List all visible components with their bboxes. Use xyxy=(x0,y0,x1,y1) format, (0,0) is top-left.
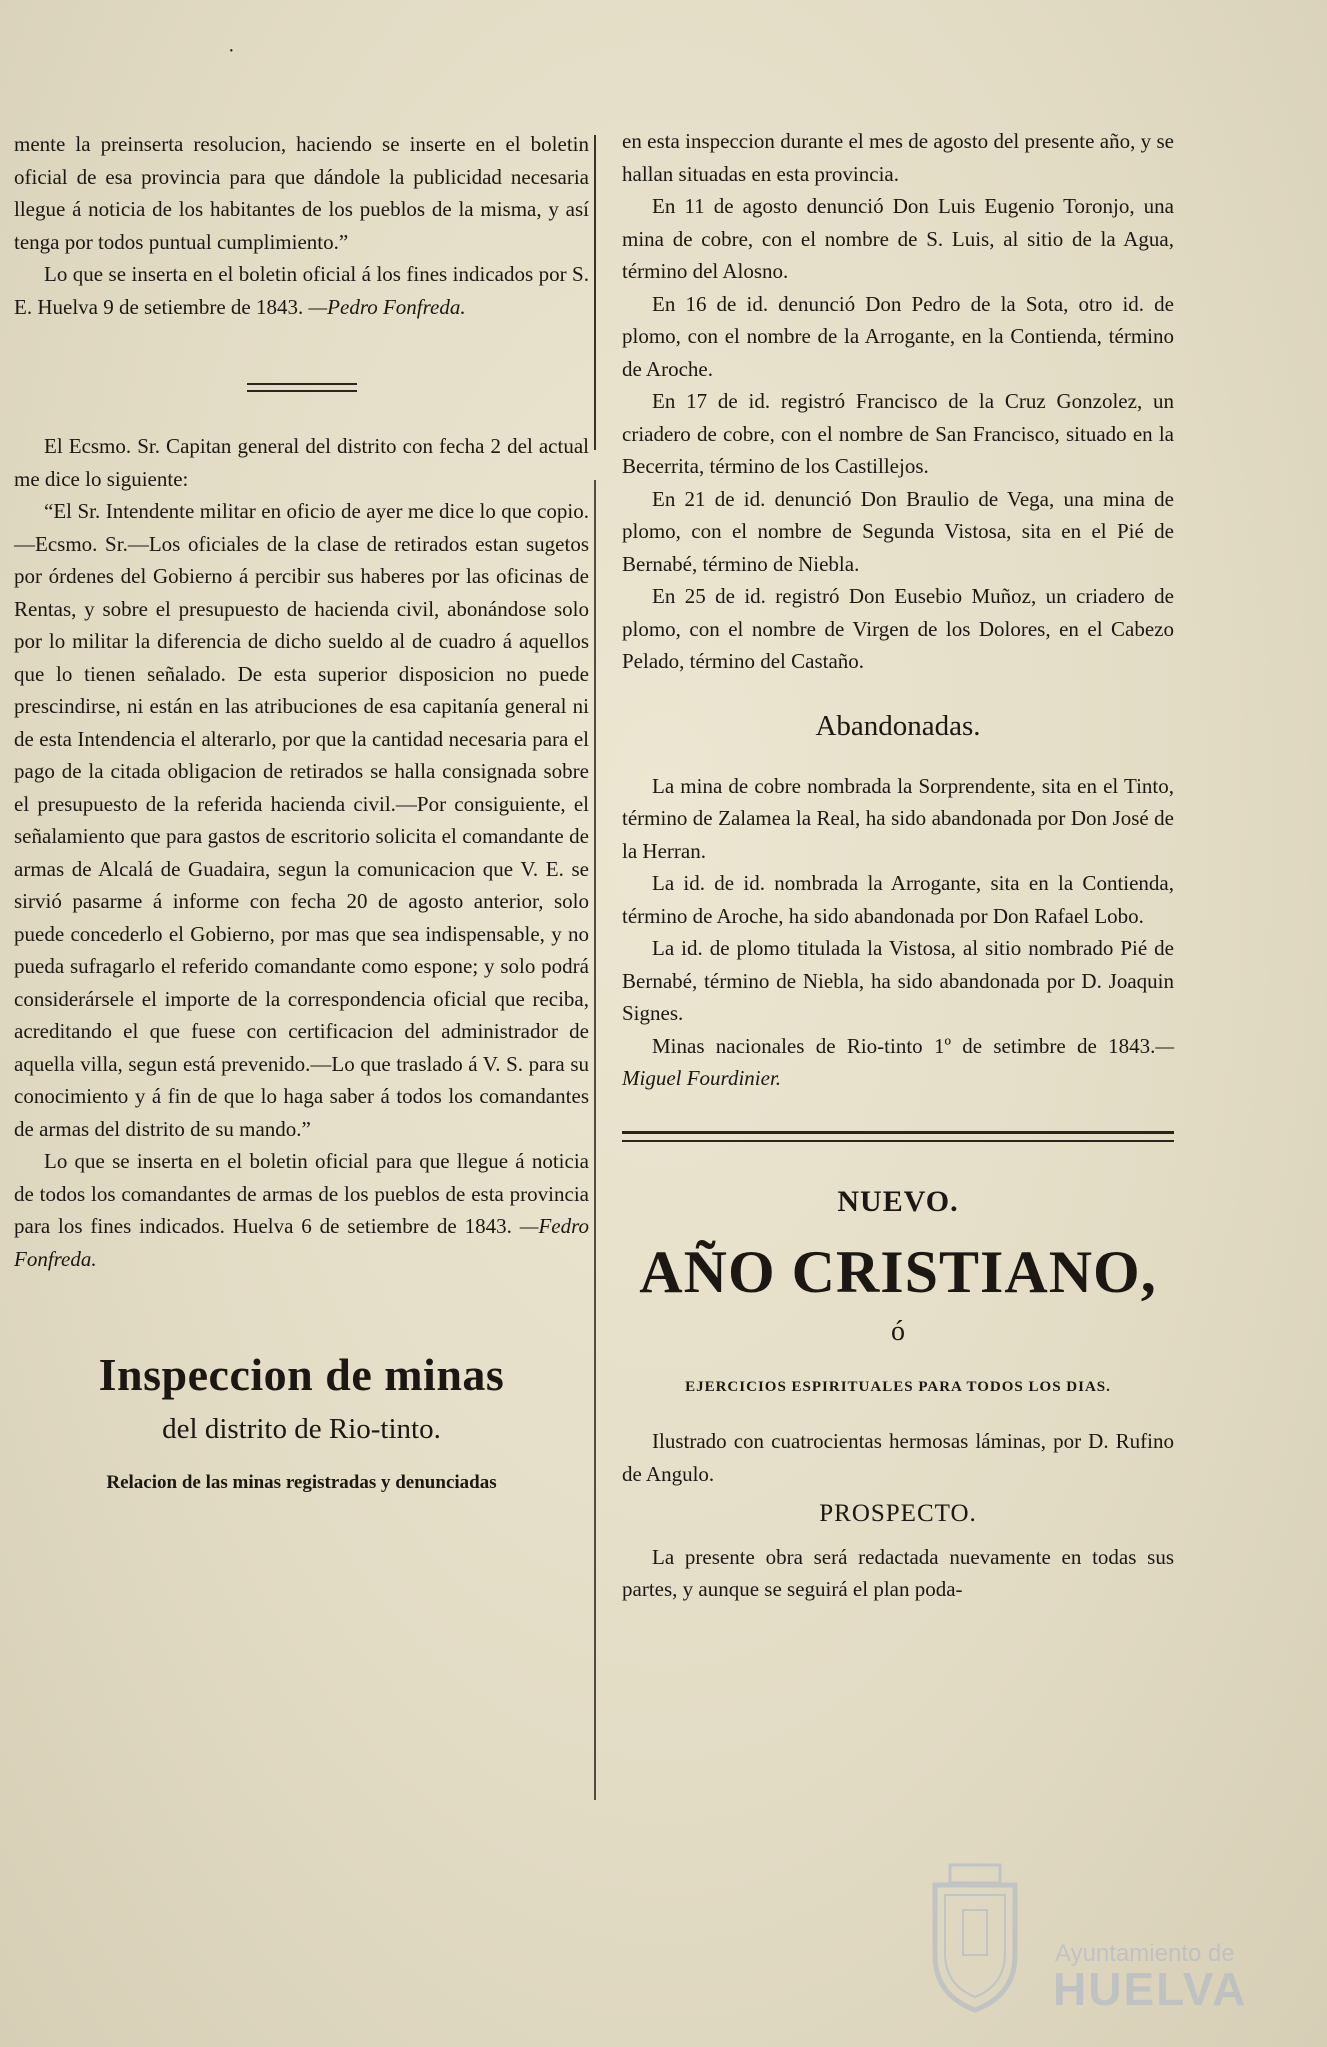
advert-o: ó xyxy=(891,1316,905,1347)
right-column xyxy=(622,125,1174,1606)
left-paragraph-4: “El Sr. Intendente militar en oficio de ayer me dice lo que copio.—Ecsmo. Sr.—Los oficiales de la clase de retirados estan sugetos por órdenes del Gobierno á percibir sus haberes por las oficinas de Rentas, y sobre el presupuesto de hacienda civil, abonándose solo por lo militar la diferencia de dicho sueldo al de cuadro á aquellos que lo tienen señalado. De esta superior disposicion no puede prescindirse, ni están en las atribuciones de esa capitanía general ni de esta Intendencia el alterarlo, por que la cantidad necesaria para el pago de la citada obligacion de retirados se halla consignada sobre el presupuesto de la referida hacienda civil.—Por consiguiente, el señalamiento que para gastos de escritorio solicita el comandante de armas de Alcalá de Guadaira, segun la comunicacion que V. E. se sirvió pasarme á informe con fecha 20 de agosto anterior, solo puede concederlo el Gobierno, por mas que sea indispensable, y no pueda sufragarlo el referido comandante como espone; y solo podrá considerársele el importe de la correspondencia oficial que reciba, acreditando el que fuese con certificacion del administrador de aquella villa, segun está prevenido.—Lo que traslado á V. S. para su conocimiento y á fin de que lo haga saber á todos los comandantes de armas del distrito de su mando.” xyxy=(14,499,589,1141)
coat-of-arms-icon xyxy=(915,1855,1035,2015)
abandoned-closing-year: 1843. xyxy=(1108,1033,1156,1058)
section-divider xyxy=(247,383,357,392)
left-column xyxy=(14,128,589,1500)
registry-entry-3: En 17 de id. registró Francisco de la Cruz Gonzolez, un criadero de cobre, con el nombre de San Francisco, situado en la Becerrita, término de los Castillejos. xyxy=(622,389,1174,478)
watermark-line-1: Ayuntamiento de xyxy=(1055,1940,1235,1967)
left-signature-1: —Pedro Fonfreda. xyxy=(308,294,466,319)
registry-entry-1: En 11 de agosto denunció Don Luis Eugenio Toronjo, una mina de cobre, con el nombre de S. Luis, al sitio de la Agua, término del Alosno. xyxy=(622,194,1174,283)
advert-illustrated: Ilustrado con cuatrocientas hermosas láminas, por D. Rufino de Angulo. xyxy=(622,1429,1174,1486)
left-paragraph-2 xyxy=(14,258,589,323)
left-paragraph-1: mente la preinserta resolucion, haciendo se inserte en el boletin oficial de esa provincia para que dándole la publicidad necesaria llegue á noticia de los habitantes de los pueblos de la misma, y así tenga por todos puntual cumplimiento.” xyxy=(14,132,589,254)
registry-entry-5: En 25 de id. registró Don Eusebio Muñoz, un criadero de plomo, con el nombre de Virgen de los Dolores, en el Cabezo Pelado, término del Castaño. xyxy=(622,584,1174,673)
abandoned-entry-1: La mina de cobre nombrada la Sorprendente, sita en el Tinto, término de Zalamea la Real, ha sido abandonada por Don José de la Herran. xyxy=(622,773,1174,863)
left-paragraph-5 xyxy=(14,1145,589,1275)
abandoned-entry-3: La id. de plomo titulada la Vistosa, al sitio nombrado Pié de Bernabé, término de Niebla, ha sido abandonada por D. Joaquin Signes. xyxy=(622,936,1174,1025)
advert-divider xyxy=(622,1131,1174,1142)
column-rule-main xyxy=(594,480,596,1800)
advert-title: AÑO CRISTIANO, xyxy=(639,1239,1157,1305)
abandoned-closing xyxy=(622,1030,1174,1095)
watermark-line-2: HUELVA xyxy=(1053,1963,1248,2015)
right-signature: —Miguel Fourdinier. xyxy=(622,1033,1175,1090)
left-paragraph-5-text: Lo que se inserta en el boletin oficial para que llegue á noticia de todos los comandantes de armas de los pueblos de esta provincia para los fines indicados. Huelva 6 de setiembre de 1843. xyxy=(14,1149,589,1238)
mines-inspection-heading: Inspeccion de minas xyxy=(98,1349,505,1400)
advert-prospecto: PROSPECTO. xyxy=(819,1500,977,1527)
right-paragraph-1: en esta inspeccion durante el mes de agosto del presente año, y se hallan situadas en esta provincia. xyxy=(622,129,1174,186)
abandoned-entry-2: La id. de id. nombrada la Arrogante, sita en la Contienda, término de Aroche, ha sido abandonada por Don Rafael Lobo. xyxy=(622,871,1174,928)
left-paragraph-2-text: Lo que se inserta en el boletin oficial á los fines indicados por S. E. Huelva 9 de setiembre de 1843. xyxy=(14,262,589,319)
advert-subtitle: EJERCICIOS ESPIRITUALES PARA TODOS LOS DIAS. xyxy=(685,1378,1111,1395)
registry-entry-4: En 21 de id. denunció Don Braulio de Vega, una mina de plomo, con el nombre de Segunda Vistosa, sita en el Pié de Bernabé, término de Niebla. xyxy=(622,486,1174,576)
ayuntamiento-watermark xyxy=(915,1855,1255,2015)
left-signature-2: —Fedro Fonfreda. xyxy=(14,1214,589,1271)
column-rule-top xyxy=(594,135,596,450)
mines-relation-line: Relacion de las minas registradas y denunciadas xyxy=(106,1472,497,1493)
abandoned-closing-text: Minas nacionales de Rio-tinto 1º de setimbre de xyxy=(652,1033,1097,1058)
advert-nuevo: NUEVO. xyxy=(837,1184,959,1218)
abandoned-heading: Abandonadas. xyxy=(815,709,981,742)
left-paragraph-3: El Ecsmo. Sr. Capitan general del distrito con fecha 2 del actual me dice lo siguiente: xyxy=(14,434,589,491)
advert-text: La presente obra será redactada nuevamente en todas sus partes, y aunque se seguirá el plan poda- xyxy=(622,1544,1174,1601)
mines-district-subheading: del distrito de Rio-tinto. xyxy=(162,1413,441,1445)
print-mark: · xyxy=(228,40,235,62)
registry-entry-2: En 16 de id. denunció Don Pedro de la Sota, otro id. de plomo, con el nombre de la Arrogante, en la Contienda, término de Aroche. xyxy=(622,291,1174,381)
